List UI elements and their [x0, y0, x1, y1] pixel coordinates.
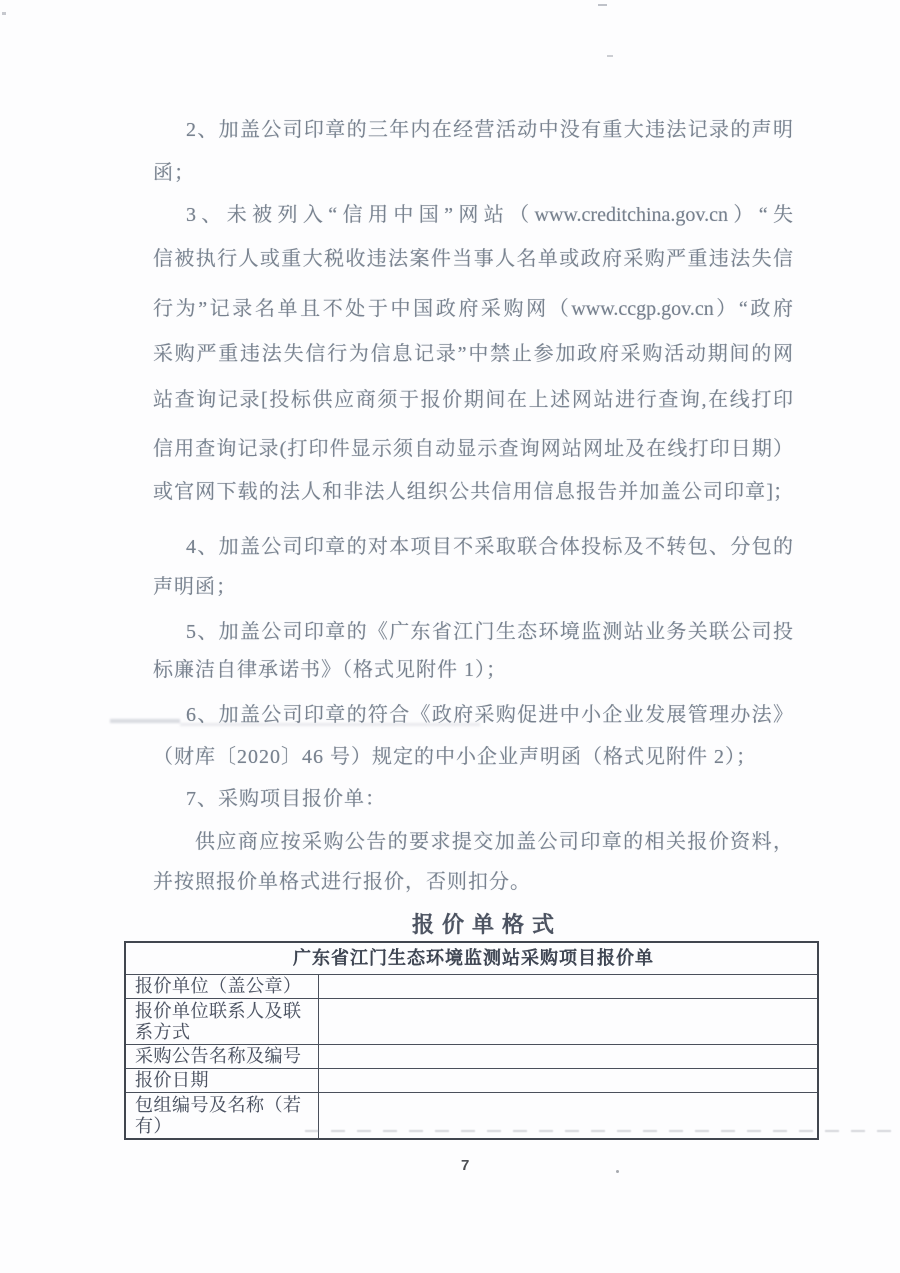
body-line: 5、加盖公司印章的《广东省江门生态环境监测站业务关联公司投	[186, 621, 793, 643]
body-line: 6、加盖公司印章的符合《政府采购促进中小企业发展管理办法》	[186, 704, 793, 726]
scan-artifact	[598, 4, 607, 6]
body-line: 或官网下载的法人和非法人组织公共信用信息报告并加盖公司印章]；	[153, 481, 793, 503]
scan-artifact	[607, 55, 613, 57]
body-line: 3、未被列入“信用中国”网站（www.creditchina.gov.cn）“失	[186, 204, 793, 226]
body-line: 并按照报价单格式进行报价，否则扣分。	[153, 871, 531, 893]
quote-table-label: 报价日期	[125, 1068, 318, 1092]
body-line: 供应商应按采购公告的要求提交加盖公司印章的相关报价资料，	[195, 831, 793, 853]
quote-table-value-cell	[318, 1068, 818, 1092]
table-row	[125, 1068, 818, 1092]
quote-form-title: 报价单格式	[412, 912, 563, 937]
quote-table-label: 包组编号及名称（若有）	[125, 1092, 318, 1139]
body-line: （财库〔2020〕46 号）规定的中小企业声明函（格式见附件 2）；	[153, 746, 757, 768]
table-row	[125, 1092, 818, 1139]
body-line: 声明函；	[153, 576, 237, 598]
body-line: 站查询记录[投标供应商须于报价期间在上述网站进行查询,在线打印	[153, 389, 793, 411]
quote-table-title: 广东省江门生态环境监测站采购项目报价单	[125, 942, 818, 974]
body-line: 信用查询记录(打印件显示须自动显示查询网站网址及在线打印日期）	[153, 438, 793, 460]
table-row	[125, 998, 818, 1044]
body-line: 4、加盖公司印章的对本项目不采取联合体投标及不转包、分包的	[186, 536, 793, 558]
page-number: 7	[461, 1157, 470, 1174]
quote-table-label: 报价单位联系人及联系方式	[125, 998, 318, 1044]
body-line: 信被执行人或重大税收违法案件当事人名单或政府采购严重违法失信	[153, 248, 793, 270]
body-line: 7、采购项目报价单：	[186, 788, 386, 810]
quote-table-value-cell	[318, 974, 818, 998]
body-line: 函；	[153, 162, 195, 184]
body-line: 标廉洁自律承诺书》（格式见附件 1）；	[153, 659, 507, 681]
table-row	[125, 1044, 818, 1068]
quote-table-label: 报价单位（盖公章）	[125, 974, 318, 998]
body-line: 采购严重违法失信行为信息记录”中禁止参加政府采购活动期间的网	[153, 343, 793, 365]
quote-table-label: 采购公告名称及编号	[125, 1044, 318, 1068]
scan-artifact	[2, 12, 6, 15]
scan-artifact	[616, 1170, 619, 1173]
quote-table	[124, 941, 819, 1140]
body-line: 行为”记录名单且不处于中国政府采购网（www.ccgp.gov.cn）“政府	[153, 298, 793, 320]
body-line: 2、加盖公司印章的三年内在经营活动中没有重大违法记录的声明	[186, 119, 793, 141]
quote-table-value-cell	[318, 998, 818, 1044]
quote-table-header-row	[125, 942, 818, 974]
table-row	[125, 974, 818, 998]
quote-table-value-cell	[318, 1092, 818, 1139]
quote-table-value-cell	[318, 1044, 818, 1068]
